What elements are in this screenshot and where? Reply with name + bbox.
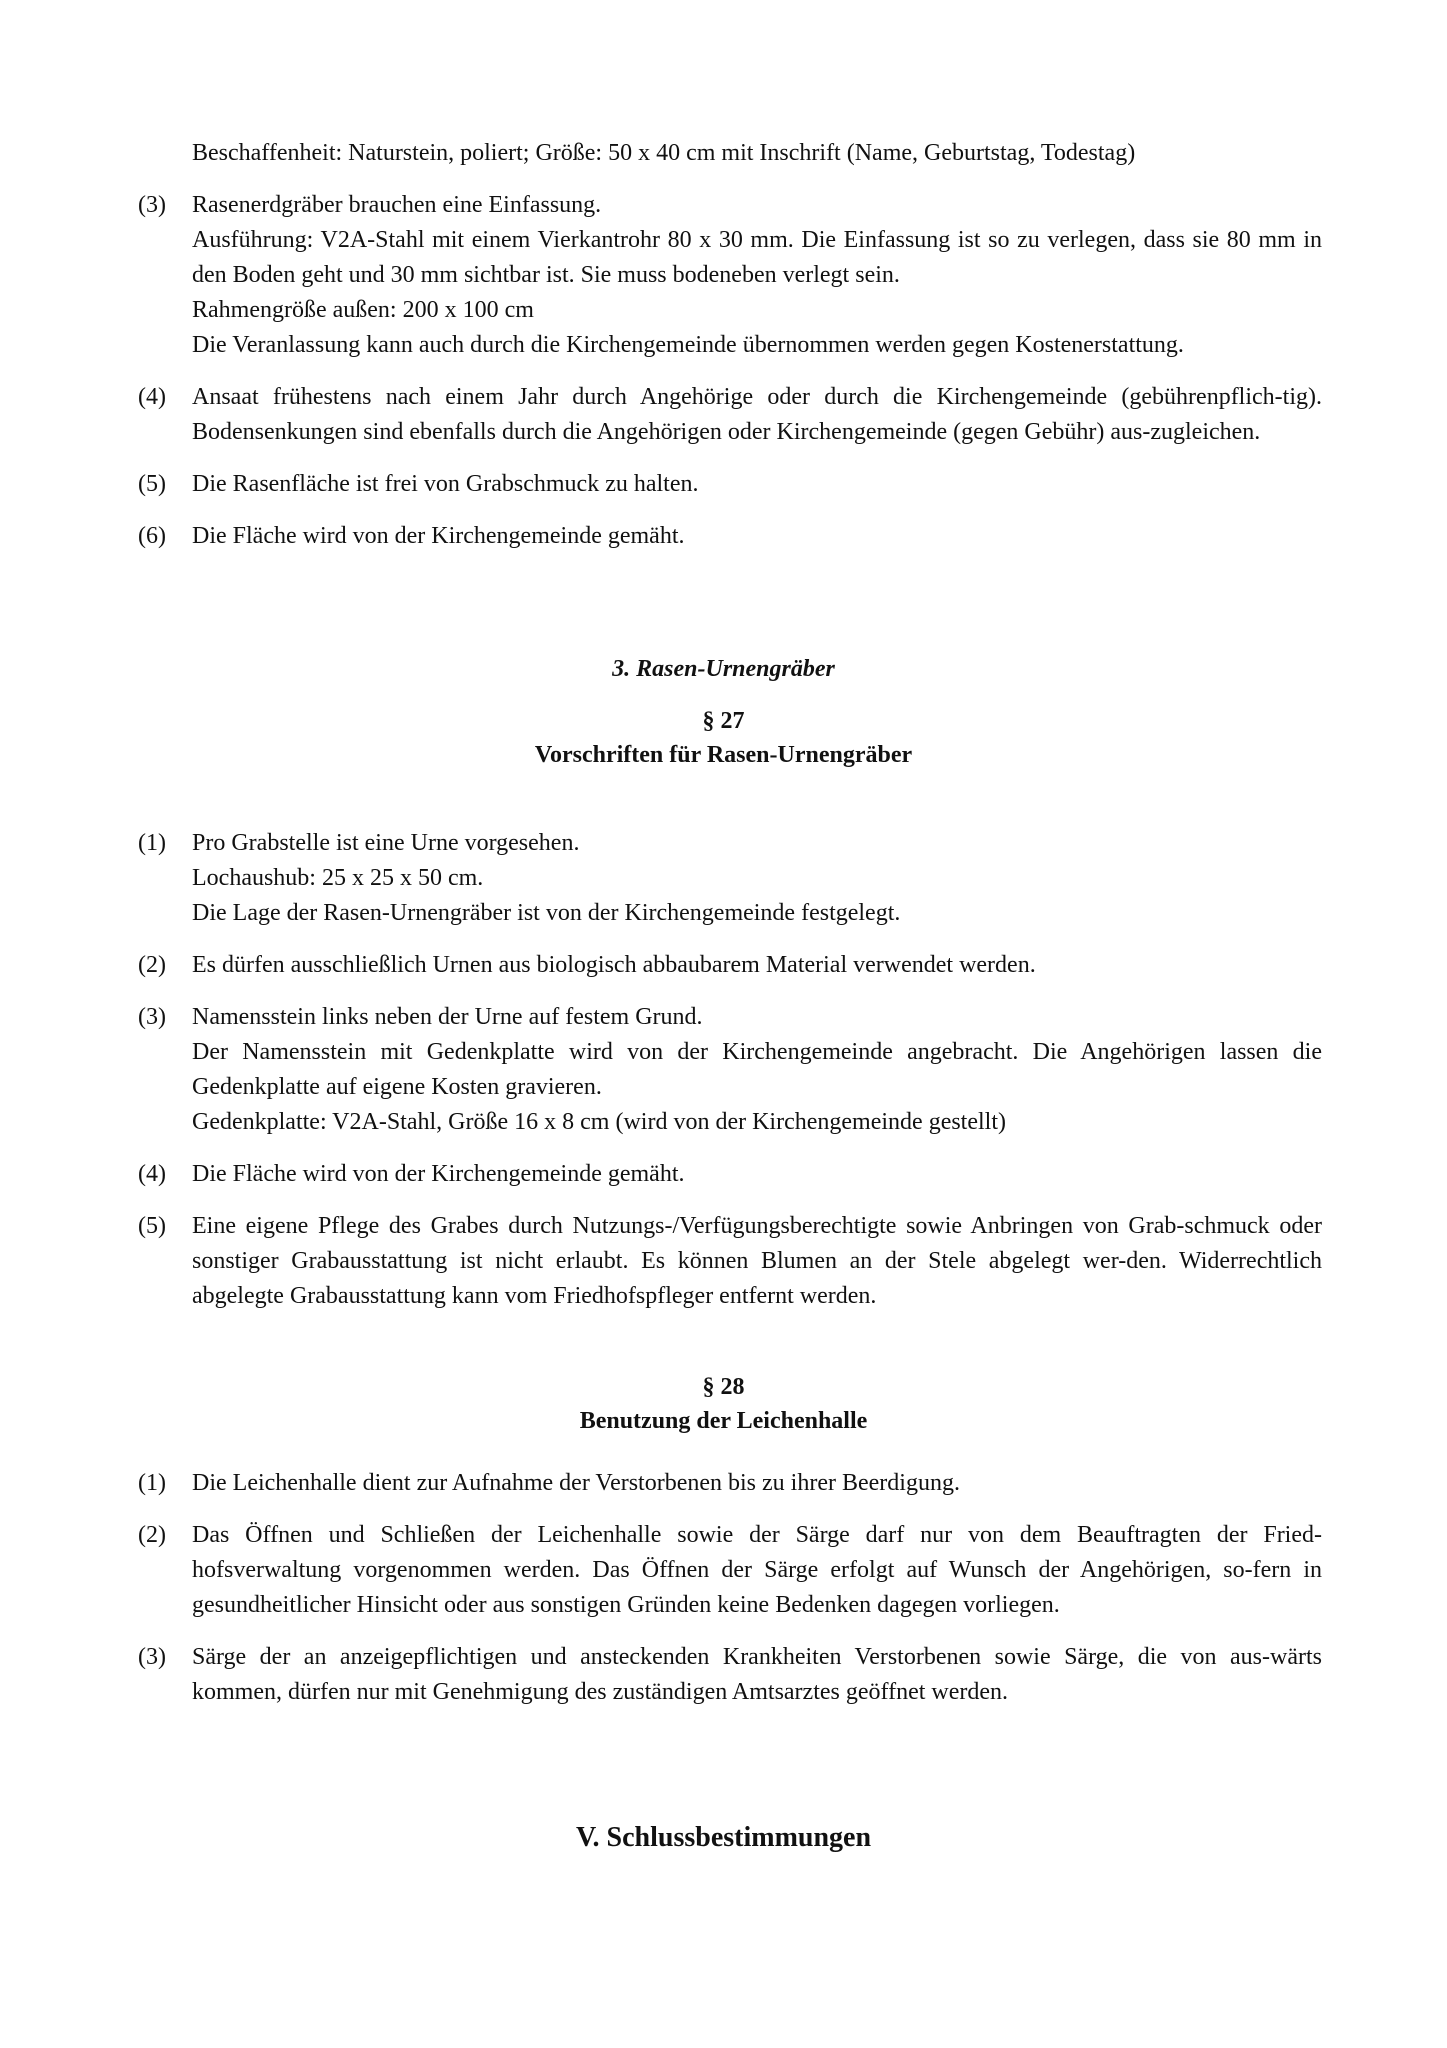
list-item	[0, 467, 1322, 502]
item-text: Es dürfen ausschließlich Urnen aus biologisch abbaubarem Material verwendet werden.	[192, 952, 1036, 978]
list-item	[0, 1000, 1322, 1140]
section-c-list	[0, 1466, 1447, 1727]
item-number: (4)	[138, 384, 166, 410]
item-number: (5)	[138, 1213, 166, 1239]
item-text: Gedenkplatte: V2A-Stahl, Größe 16 x 8 cm (wird von der Kirchengemeinde gestellt)	[192, 1109, 1006, 1135]
item-number: (1)	[138, 1470, 166, 1496]
list-item	[0, 1209, 1322, 1314]
subsection-title: 3. Rasen-Urnengräber	[612, 656, 835, 682]
item-text: Rasenerdgräber brauchen eine Einfassung.	[192, 192, 602, 218]
item-text: Die Fläche wird von der Kirchengemeinde gemäht.	[192, 523, 685, 549]
list-item	[0, 380, 1322, 450]
item-text: Rahmengröße außen: 200 x 100 cm	[192, 297, 534, 323]
item-text: Das Öffnen und Schließen der Leichenhalle sowie der Särge darf nur von dem Beauftragten der Fried-hofsverwaltung vorgenommen werden. Das Öffnen der Särge erfolgt auf Wunsch der Angehörigen, so-fern in gesundheitlicher Hinsicht oder aus sonstigen Gründen keine Bedenken dagegen vorliegen.	[192, 1522, 1322, 1618]
item-text: Die Fläche wird von der Kirchengemeinde gemäht.	[192, 1161, 685, 1187]
item-number: (2)	[138, 952, 166, 978]
item-text: Ansaat frühestens nach einem Jahr durch Angehörige oder durch die Kirchengemeinde (gebührenpflich-tig). Bodensenkungen sind ebenfalls durch die Angehörigen oder Kirchengemeinde (gegen Gebühr) aus-zugleichen.	[192, 384, 1322, 445]
item-text: Die Leichenhalle dient zur Aufnahme der Verstorbenen bis zu ihrer Beerdigung.	[192, 1470, 960, 1496]
list-item	[0, 519, 1322, 554]
item-number: (2)	[138, 1522, 166, 1548]
item-number: (3)	[138, 192, 166, 218]
item-text: Die Veranlassung kann auch durch die Kirchengemeinde übernommen werden gegen Kostenerstattung.	[192, 332, 1184, 358]
list-item	[0, 1640, 1322, 1710]
item-number: (4)	[138, 1161, 166, 1187]
item-text: Lochaushub: 25 x 25 x 50 cm.	[192, 865, 484, 891]
list-item	[0, 948, 1322, 983]
item-text: Eine eigene Pflege des Grabes durch Nutzungs-/Verfügungsberechtigte sowie Anbringen von Grab-schmuck oder sonstiger Grabausstattung ist nicht erlaubt. Es können Blumen an der Stele abgelegt wer-den. Widerrechtlich abgelegte Grabausstattung kann vom Friedhofspfleger entfernt werden.	[192, 1213, 1322, 1309]
section-b-list	[0, 826, 1447, 1331]
item-number: (5)	[138, 471, 166, 497]
item-number: (3)	[138, 1644, 166, 1670]
item-number: (1)	[138, 830, 166, 856]
item-text: Pro Grabstelle ist eine Urne vorgesehen.	[192, 830, 580, 856]
item-text: Namensstein links neben der Urne auf festem Grund.	[192, 1004, 703, 1030]
list-item	[0, 826, 1322, 931]
paragraph-number: § 27	[702, 708, 745, 734]
intro-line: Beschaffenheit: Naturstein, poliert; Größe: 50 x 40 cm mit Inschrift (Name, Geburtstag, Todestag)	[192, 140, 1136, 166]
item-text: Särge der an anzeigepflichtigen und ansteckenden Krankheiten Verstorbenen sowie Särge, die von aus-wärts kommen, dürfen nur mit Genehmigung des zuständigen Amtsarztes geöffnet werden.	[192, 1644, 1322, 1705]
list-item	[0, 1518, 1322, 1623]
chapter-title: V. Schlussbestimmungen	[575, 1822, 872, 1853]
item-text: Die Lage der Rasen-Urnengräber ist von der Kirchengemeinde festgelegt.	[192, 900, 901, 926]
paragraph-number: § 28	[702, 1374, 745, 1400]
item-text: Ausführung: V2A-Stahl mit einem Vierkantrohr 80 x 30 mm. Die Einfassung ist so zu verlegen, dass sie 80 mm in den Boden geht und 30 mm sichtbar ist. Sie muss bodeneben verlegt sein.	[192, 227, 1322, 288]
list-item	[0, 188, 1322, 363]
item-text: Der Namensstein mit Gedenkplatte wird von der Kirchengemeinde angebracht. Die Angehörigen lassen die Gedenkplatte auf eigene Kosten gravieren.	[192, 1039, 1322, 1100]
paragraph-title: Benutzung der Leichenhalle	[579, 1408, 868, 1434]
list-item	[0, 1157, 1322, 1192]
section-a-list	[0, 188, 1447, 571]
item-number: (6)	[138, 523, 166, 549]
paragraph-title: Vorschriften für Rasen-Urnengräber	[534, 742, 913, 768]
list-item	[0, 1466, 1322, 1501]
item-text: Die Rasenfläche ist frei von Grabschmuck zu halten.	[192, 471, 699, 497]
item-number: (3)	[138, 1004, 166, 1030]
